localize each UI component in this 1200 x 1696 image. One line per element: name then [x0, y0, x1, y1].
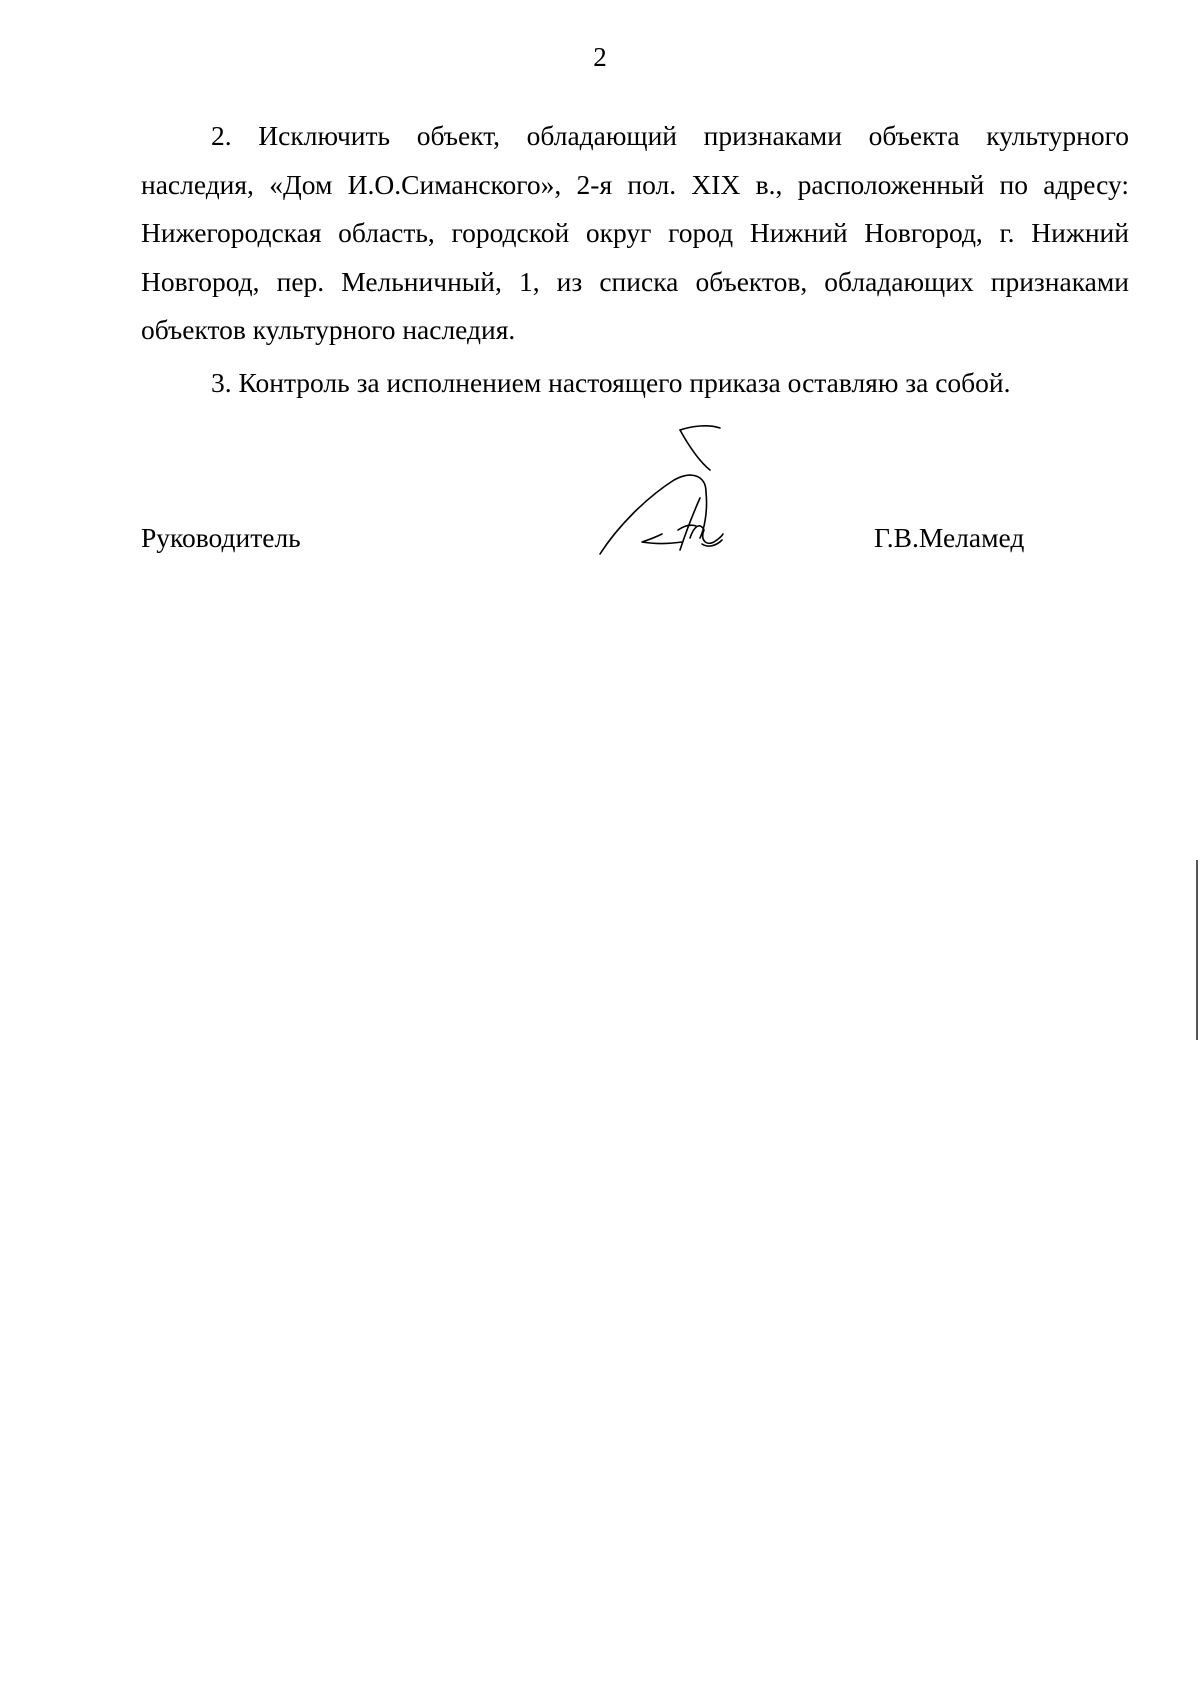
scan-edge-line: [1196, 860, 1198, 1040]
page-number: 2: [593, 42, 607, 72]
paragraph-item-3: 3. Контроль за исполнением настоящего приказа оставляю за собой.: [211, 366, 1011, 398]
handwritten-signature: [596, 422, 746, 562]
signer-title: Руководитель: [141, 522, 301, 553]
paragraph-item-2: 2. Исключить объект, обладающий признаками объекта культурного наследия, «Дом И.О.Симанского», 2-я пол. XIX в., расположенный по адресу: Нижегородская область, городской округ город Нижний Новгород, г. Нижний Новгород, пер. Мельничный, 1, из списка объектов, обладающих признаками объектов культурного наследия.: [141, 120, 1129, 345]
signer-name: Г.В.Меламед: [874, 522, 1025, 553]
document-body: [141, 112, 1129, 407]
